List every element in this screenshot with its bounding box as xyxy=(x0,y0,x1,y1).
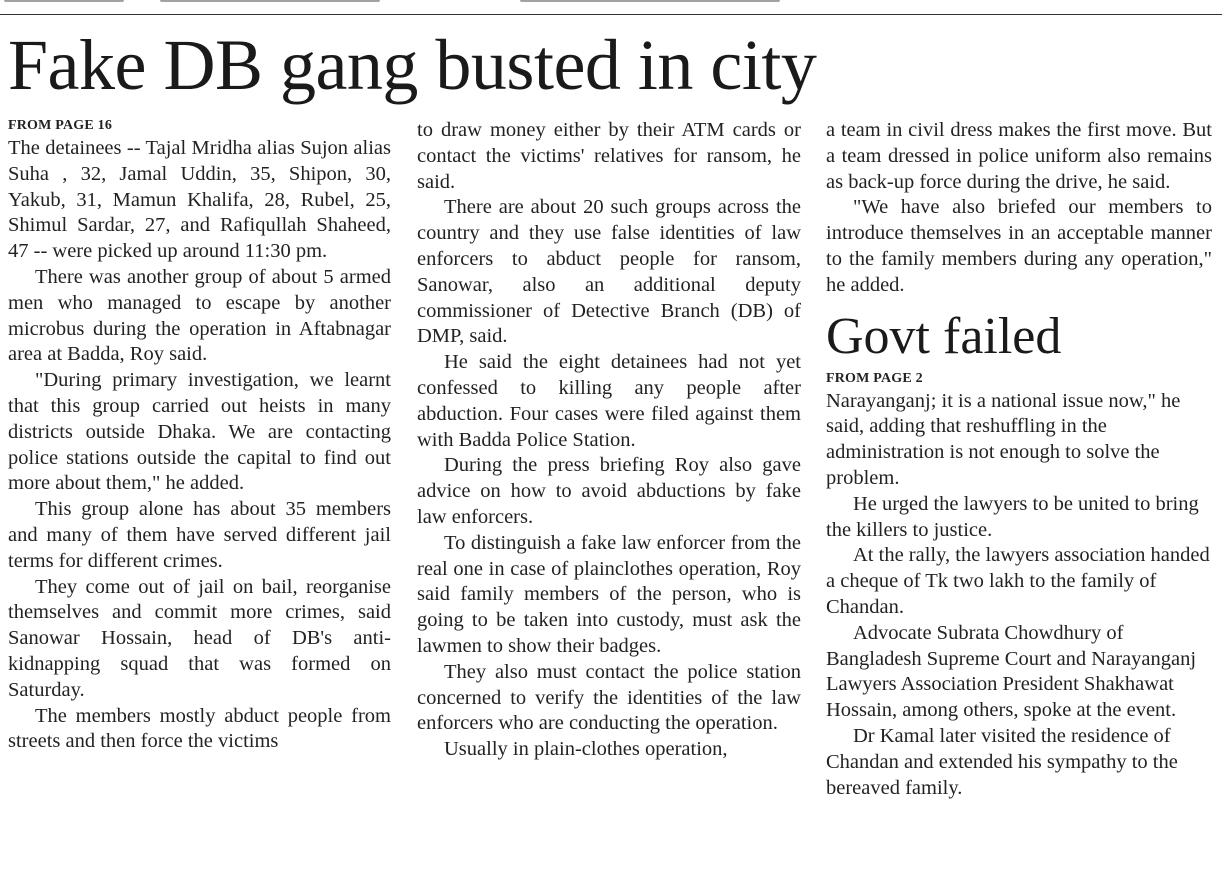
govt-failed-story xyxy=(826,309,1212,802)
article-paragraph: a team in civil dress makes the first move. But a team dressed in police uniform also remains as back-up force during the drive, he said. xyxy=(826,119,1212,193)
article-paragraph: to draw money either by their ATM cards or contact the victims' relatives for ransom, he said. xyxy=(417,119,801,193)
article-paragraph: He said the eight detainees had not yet confessed to killing any people after abduction. Four cases were filed against them with Badda Police Station. xyxy=(417,351,801,451)
article-kicker: FROM PAGE 16 xyxy=(8,118,113,133)
article-paragraph: There are about 20 such groups across the country and they use false identities of law enforcers to abduct people for ransom, Sanowar, also an additional deputy commissioner of Detective Branch (DB) of DMP, said. xyxy=(417,196,801,348)
article-column-3 xyxy=(826,118,1212,801)
clipped-previous-line xyxy=(0,0,1222,15)
article-paragraph: The members mostly abduct people from streets and then force the victims xyxy=(8,704,391,753)
article-column-1 xyxy=(8,118,391,755)
article-paragraph: They come out of jail on bail, reorganise themselves and commit more crimes, said Sanowar Hossain, head of DB's anti-kidnapping squad that was formed on Saturday. xyxy=(8,575,391,701)
article-paragraph: The detainees -- Tajal Mridha alias Sujon alias Suha , 32, Jamal Uddin, 35, Shipon, 30, Yakub, 31, Mamun Khalifa, 28, Rubel, 25, Shimul Sardar, 27, and Rafiqullah Shaheed, 47 -- were picked up around 11:30 pm. xyxy=(8,137,391,263)
govt-paragraph: At the rally, the lawyers association handed a cheque of Tk two lakh to the family of Chandan. xyxy=(826,544,1210,618)
article-paragraph: They also must contact the police station concerned to verify the identities of the law enforcers who are conducting the operation. xyxy=(417,660,801,735)
article-paragraph: During the press briefing Roy also gave advice on how to avoid abductions by fake law enforcers. xyxy=(417,454,801,528)
article-paragraph: This group alone has about 35 members and many of them have served different jail terms for different crimes. xyxy=(8,498,391,572)
article-column-2 xyxy=(417,118,801,763)
article-headline: Fake DB gang busted in city xyxy=(8,25,817,105)
article-paragraph: "We have also briefed our members to introduce themselves in an acceptable manner to the family members during any operation," he added. xyxy=(826,196,1212,296)
govt-paragraph: Dr Kamal later visited the residence of Chandan and extended his sympathy to the bereaved family. xyxy=(826,724,1178,799)
govt-kicker: FROM PAGE 2 xyxy=(826,370,923,386)
article-paragraph: To distinguish a fake law enforcer from the real one in case of plainclothes operation, Roy said family members of the person, who is going to be taken into custody, must ask the lawmen to show their badges. xyxy=(417,531,801,657)
article-paragraph: "During primary investigation, we learnt that this group carried out heists in many districts outside Dhaka. We are contacting police stations outside the capital to find out more about them," he added. xyxy=(8,369,391,495)
article-paragraph: Usually in plain-clothes operation, xyxy=(444,738,728,761)
govt-paragraph: Advocate Subrata Chowdhury of Bangladesh Supreme Court and Narayanganj Lawyers Association President Shakhawat Hossain, among others, spoke at the event. xyxy=(826,621,1197,722)
govt-paragraph: Narayanganj; it is a national issue now," he said, adding that reshuffling in the administration is not enough to solve the problem. xyxy=(826,389,1181,489)
govt-paragraph: He urged the lawyers to be united to bring the killers to justice. xyxy=(826,492,1199,541)
govt-headline: Govt failed xyxy=(826,307,1062,365)
article-paragraph: There was another group of about 5 armed men who managed to escape by another microbus during the operation in Aftabnagar area at Badda, Roy said. xyxy=(8,265,391,366)
